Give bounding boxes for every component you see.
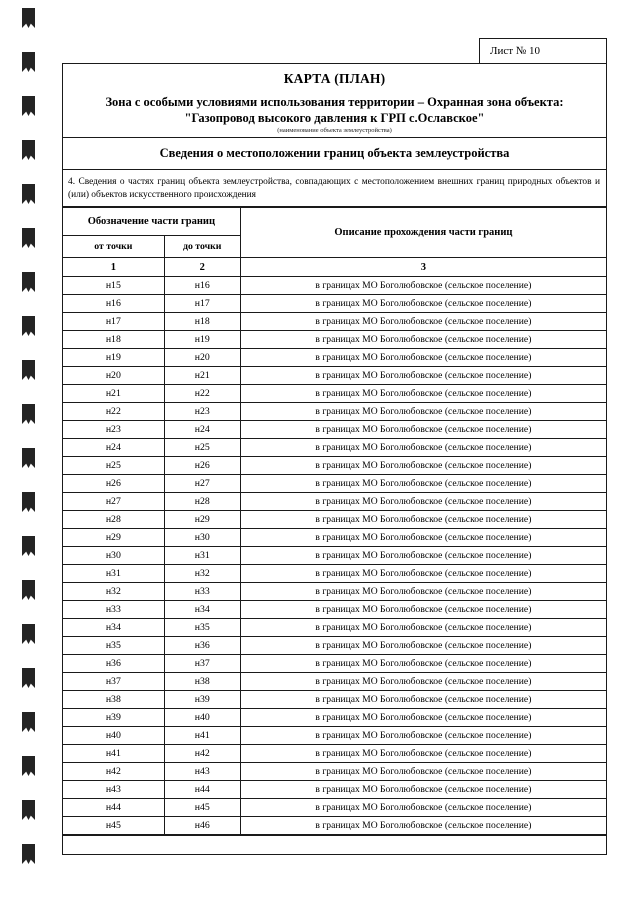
cell-description: в границах МО Боголюбовское (сельское поселение) [240, 799, 606, 817]
table-header-number-row [63, 258, 606, 277]
document-frame [62, 63, 607, 855]
cell-description: в границах МО Боголюбовское (сельское поселение) [240, 457, 606, 475]
header-from-point: от точки [63, 236, 164, 258]
cell-description: в границах МО Боголюбовское (сельское поселение) [240, 745, 606, 763]
table-row [63, 565, 606, 583]
cell-to-point: н22 [164, 385, 240, 403]
binding-mark [22, 800, 35, 820]
sheet-number-box [479, 38, 607, 64]
cell-to-point: н40 [164, 709, 240, 727]
cell-from-point: н42 [63, 763, 164, 781]
cell-to-point: н41 [164, 727, 240, 745]
binding-mark [22, 536, 35, 556]
cell-from-point: н43 [63, 781, 164, 799]
cell-from-point: н32 [63, 583, 164, 601]
cell-to-point: н28 [164, 493, 240, 511]
cell-to-point: н32 [164, 565, 240, 583]
cell-from-point: н21 [63, 385, 164, 403]
cell-to-point: н30 [164, 529, 240, 547]
cell-description: в границах МО Боголюбовское (сельское поселение) [240, 439, 606, 457]
binding-mark [22, 272, 35, 292]
table-row [63, 817, 606, 835]
table-row [63, 601, 606, 619]
binding-mark [22, 712, 35, 732]
cell-to-point: н19 [164, 331, 240, 349]
table-row [63, 529, 606, 547]
cell-description: в границах МО Боголюбовское (сельское поселение) [240, 619, 606, 637]
binding-mark [22, 140, 35, 160]
cell-to-point: н26 [164, 457, 240, 475]
cell-description: в границах МО Боголюбовское (сельское поселение) [240, 583, 606, 601]
cell-description: в границах МО Боголюбовское (сельское поселение) [240, 331, 606, 349]
table-row [63, 457, 606, 475]
cell-to-point: н16 [164, 277, 240, 295]
cell-to-point: н20 [164, 349, 240, 367]
title-caption: (наименование объекта землеустройства) [277, 127, 392, 134]
column-number-1: 1 [63, 258, 164, 277]
table-row [63, 619, 606, 637]
cell-from-point: н41 [63, 745, 164, 763]
cell-to-point: н31 [164, 547, 240, 565]
cell-to-point: н36 [164, 637, 240, 655]
binding-mark [22, 52, 35, 72]
cell-description: в границах МО Боголюбовское (сельское поселение) [240, 421, 606, 439]
cell-description: в границах МО Боголюбовское (сельское поселение) [240, 565, 606, 583]
cell-to-point: н24 [164, 421, 240, 439]
cell-from-point: н29 [63, 529, 164, 547]
cell-from-point: н19 [63, 349, 164, 367]
cell-from-point: н27 [63, 493, 164, 511]
binding-mark [22, 96, 35, 116]
table-row [63, 511, 606, 529]
binding-mark [22, 8, 35, 28]
cell-to-point: н17 [164, 295, 240, 313]
cell-description: в границах МО Боголюбовское (сельское поселение) [240, 475, 606, 493]
cell-description: в границах МО Боголюбовское (сельское поселение) [240, 349, 606, 367]
cell-description: в границах МО Боголюбовское (сельское поселение) [240, 691, 606, 709]
cell-to-point: н38 [164, 673, 240, 691]
cell-from-point: н38 [63, 691, 164, 709]
cell-description: в границах МО Боголюбовское (сельское поселение) [240, 709, 606, 727]
title-block [63, 64, 606, 138]
cell-description: в границах МО Боголюбовское (сельское поселение) [240, 601, 606, 619]
binding-mark [22, 580, 35, 600]
table-row [63, 439, 606, 457]
cell-description: в границах МО Боголюбовское (сельское поселение) [240, 403, 606, 421]
table-row [63, 727, 606, 745]
cell-from-point: н23 [63, 421, 164, 439]
cell-from-point: н20 [63, 367, 164, 385]
cell-from-point: н17 [63, 313, 164, 331]
header-border-description: Описание прохождения части границ [240, 208, 606, 258]
cell-from-point: н15 [63, 277, 164, 295]
cell-to-point: н44 [164, 781, 240, 799]
sheet-number-label: Лист № 10 [490, 45, 541, 57]
cell-from-point: н25 [63, 457, 164, 475]
cell-from-point: н35 [63, 637, 164, 655]
borders-table [63, 207, 606, 835]
table-row [63, 475, 606, 493]
binding-mark [22, 492, 35, 512]
header-to-point: до точки [164, 236, 240, 258]
cell-to-point: н33 [164, 583, 240, 601]
table-head [63, 208, 606, 277]
binding-comb-marks [0, 0, 60, 905]
page-subtitle-line1: Зона с особыми условиями использования территории – Охранная зона объекта: [105, 95, 564, 109]
cell-to-point: н46 [164, 817, 240, 835]
column-number-3: 3 [240, 258, 606, 277]
table-row [63, 385, 606, 403]
table-row [63, 295, 606, 313]
cell-description: в границах МО Боголюбовское (сельское поселение) [240, 385, 606, 403]
header-border-designation: Обозначение части границ [63, 208, 240, 236]
table-row [63, 745, 606, 763]
table-row [63, 313, 606, 331]
cell-from-point: н33 [63, 601, 164, 619]
cell-from-point: н16 [63, 295, 164, 313]
cell-to-point: н37 [164, 655, 240, 673]
cell-to-point: н35 [164, 619, 240, 637]
cell-description: в границах МО Боголюбовское (сельское поселение) [240, 727, 606, 745]
table-row [63, 655, 606, 673]
page-subtitle-line2: "Газопровод высокого давления к ГРП с.Ославское" [184, 111, 485, 125]
table-row [63, 349, 606, 367]
cell-to-point: н45 [164, 799, 240, 817]
table-row [63, 637, 606, 655]
cell-from-point: н26 [63, 475, 164, 493]
cell-description: в границах МО Боголюбовское (сельское поселение) [240, 817, 606, 835]
table-row [63, 691, 606, 709]
cell-description: в границах МО Боголюбовское (сельское поселение) [240, 277, 606, 295]
table-row [63, 799, 606, 817]
cell-from-point: н34 [63, 619, 164, 637]
binding-mark [22, 316, 35, 336]
cell-description: в границах МО Боголюбовское (сельское поселение) [240, 313, 606, 331]
binding-mark [22, 668, 35, 688]
cell-description: в границах МО Боголюбовское (сельское поселение) [240, 367, 606, 385]
table-row [63, 403, 606, 421]
page-title: КАРТА (ПЛАН) [283, 71, 386, 86]
cell-from-point: н28 [63, 511, 164, 529]
binding-mark [22, 228, 35, 248]
cell-to-point: н23 [164, 403, 240, 421]
intro-paragraph: 4. Сведения о частях границ объекта землеустройства, совпадающих с местоположением внешних границ природных объектов и (или) объектов искусственного происхождения [63, 170, 606, 207]
binding-mark [22, 404, 35, 424]
cell-description: в границах МО Боголюбовское (сельское поселение) [240, 763, 606, 781]
table-row [63, 763, 606, 781]
cell-from-point: н36 [63, 655, 164, 673]
table-row [63, 277, 606, 295]
cell-from-point: н24 [63, 439, 164, 457]
cell-from-point: н39 [63, 709, 164, 727]
cell-description: в границах МО Боголюбовское (сельское поселение) [240, 637, 606, 655]
cell-to-point: н21 [164, 367, 240, 385]
binding-mark [22, 360, 35, 380]
table-row [63, 547, 606, 565]
cell-to-point: н25 [164, 439, 240, 457]
cell-from-point: н45 [63, 817, 164, 835]
table-body [63, 277, 606, 835]
table-row [63, 673, 606, 691]
cell-description: в границах МО Боголюбовское (сельское поселение) [240, 493, 606, 511]
binding-mark [22, 448, 35, 468]
cell-description: в границах МО Боголюбовское (сельское поселение) [240, 655, 606, 673]
cell-to-point: н18 [164, 313, 240, 331]
table-row [63, 709, 606, 727]
binding-mark [22, 624, 35, 644]
section-heading: Сведения о местоположении границ объекта землеустройства [63, 138, 606, 170]
table-row [63, 331, 606, 349]
cell-from-point: н37 [63, 673, 164, 691]
binding-mark [22, 844, 35, 864]
cell-description: в границах МО Боголюбовское (сельское поселение) [240, 529, 606, 547]
column-number-2: 2 [164, 258, 240, 277]
cell-from-point: н22 [63, 403, 164, 421]
table-row [63, 781, 606, 799]
table-header-group-row [63, 208, 606, 236]
cell-to-point: н27 [164, 475, 240, 493]
table-bottom-spacer [63, 835, 606, 852]
cell-description: в границах МО Боголюбовское (сельское поселение) [240, 673, 606, 691]
cell-description: в границах МО Боголюбовское (сельское поселение) [240, 781, 606, 799]
cell-description: в границах МО Боголюбовское (сельское поселение) [240, 547, 606, 565]
cell-to-point: н34 [164, 601, 240, 619]
cell-to-point: н39 [164, 691, 240, 709]
cell-from-point: н18 [63, 331, 164, 349]
binding-mark [22, 756, 35, 776]
table-row [63, 493, 606, 511]
cell-from-point: н44 [63, 799, 164, 817]
cell-to-point: н29 [164, 511, 240, 529]
table-row [63, 421, 606, 439]
table-row [63, 367, 606, 385]
cell-from-point: н40 [63, 727, 164, 745]
cell-description: в границах МО Боголюбовское (сельское поселение) [240, 295, 606, 313]
table-row [63, 583, 606, 601]
binding-mark [22, 184, 35, 204]
cell-description: в границах МО Боголюбовское (сельское поселение) [240, 511, 606, 529]
cell-to-point: н43 [164, 763, 240, 781]
cell-from-point: н31 [63, 565, 164, 583]
cell-to-point: н42 [164, 745, 240, 763]
cell-from-point: н30 [63, 547, 164, 565]
